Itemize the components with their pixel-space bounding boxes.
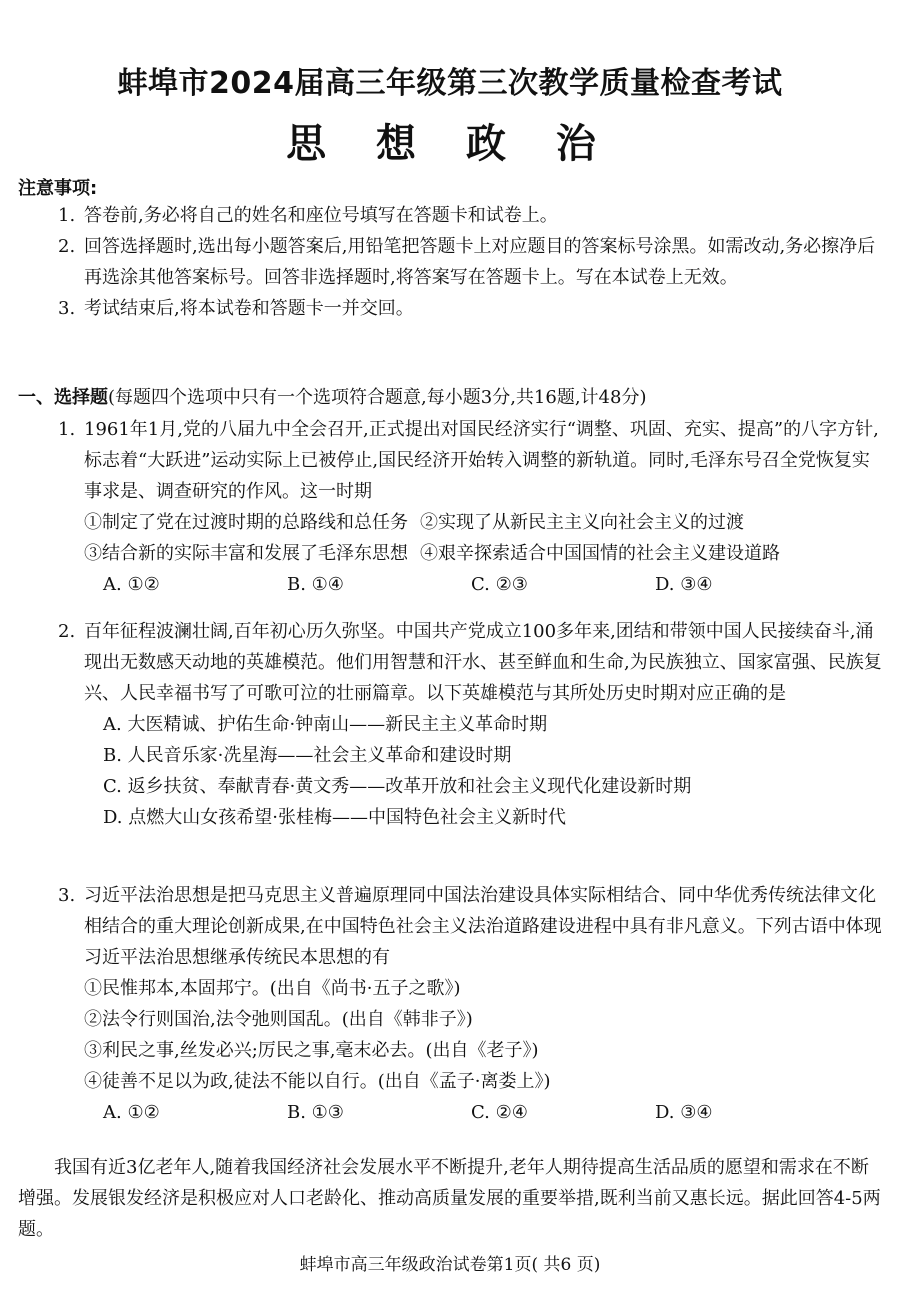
notice-list [58,200,884,324]
question-number: 3. [58,885,76,906]
question-stem-row [58,414,884,507]
statement: ③利民之事,丝发必兴;厉民之事,毫末必去。(出自《老子》) [84,1040,539,1061]
statement-row [58,538,884,569]
notice-item-text: 考试结束后,将本试卷和答题卡一并交回。 [84,298,414,319]
statement: ②实现了从新民主主义向社会主义的过渡 [420,512,744,533]
question-stem-row [58,880,884,973]
section-heading [18,382,646,413]
section-label: 一、选择题 [18,387,108,408]
statement: ①民惟邦本,本固邦宁。(出自《尚书·五子之歌》) [84,978,461,999]
choice-d[interactable]: D. 点燃大山女孩希望·张桂梅——中国特色社会主义新时代 [103,807,566,828]
question-3 [58,880,884,1128]
answer-choices [58,569,884,600]
question-1 [58,414,884,600]
question-stem: 百年征程波澜壮阔,百年初心历久弥坚。中国共产党成立100多年来,团结和带领中国人民接续奋斗,涌现出无数感天动地的英雄模范。他们用智慧和汗水、甚至鲜血和生命,为民族独立、国家富强、民族复兴、人民幸福书写了可歌可泣的壮丽篇章。以下英雄模范与其所处历史时期对应正确的是 [84,621,882,704]
choice-d[interactable]: D. ③④ [655,574,713,595]
choice-a[interactable]: A. ①② [103,1102,160,1123]
notice-item-text: 回答选择题时,选出每小题答案后,用铅笔把答题卡上对应题目的答案标号涂黑。如需改动,务必擦净后再选涂其他答案标号。回答非选择题时,将答案写在答题卡上。写在本试卷上无效。 [84,236,876,288]
notice-item [58,293,884,324]
question-number: 2. [58,621,76,642]
statement-row [58,507,884,538]
statement: ②法令行则国治,法令弛则国乱。(出自《韩非子》) [84,1009,473,1030]
choice-b[interactable]: B. ①④ [287,574,344,595]
question-stem-row [58,616,884,709]
notice-item-number: 2. [58,236,76,257]
section-description: (每题四个选项中只有一个选项符合题意,每小题3分,共16题,计48分) [108,387,647,408]
choice-d[interactable]: D. ③④ [655,1102,713,1123]
notice-item-number: 3. [58,298,76,319]
choice-c[interactable]: C. ②④ [471,1102,528,1123]
statement: ④艰辛探索适合中国国情的社会主义建设道路 [420,543,780,564]
statement: ④徒善不足以为政,徒法不能以自行。(出自《孟子·离娄上》) [84,1071,551,1092]
notice-item [58,231,884,293]
question-stem: 习近平法治思想是把马克思主义普遍原理同中国法治建设具体实际相结合、同中华优秀传统法律文化相结合的重大理论创新成果,在中国特色社会主义法治道路建设进程中具有非凡意义。下列古语中体现习近平法治思想继承传统民本思想的有 [84,885,882,968]
choice-b[interactable]: B. 人民音乐家·冼星海——社会主义革命和建设时期 [103,745,512,766]
choice-b[interactable]: B. ①③ [287,1102,344,1123]
notice-heading: 注意事项: [18,178,98,199]
notice-item [58,200,884,231]
statement: ③结合新的实际丰富和发展了毛泽东思想 [84,543,408,564]
exam-title: 蚌埠市2024届高三年级第三次教学质量检查考试 [117,66,783,101]
exam-subject: 思 想 政 治 [286,121,614,167]
notice-item-number: 1. [58,205,76,226]
question-number: 1. [58,419,76,440]
answer-choices [58,1097,884,1128]
choice-a[interactable]: A. 大医精诚、护佑生命·钟南山——新民主主义革命时期 [103,714,548,735]
reading-passage: 我国有近3亿老年人,随着我国经济社会发展水平不断提升,老年人期待提高生活品质的愿望和需求在不断增强。发展银发经济是积极应对人口老龄化、推动高质量发展的重要举措,既利当前又惠长远。据此回答4-5两题。 [18,1157,881,1240]
statement: ①制定了党在过渡时期的总路线和总任务 [84,512,408,533]
choice-c[interactable]: C. 返乡扶贫、奉献青春·黄文秀——改革开放和社会主义现代化建设新时期 [103,776,692,797]
choice-a[interactable]: A. ①② [103,574,160,595]
question-stem: 1961年1月,党的八届九中全会召开,正式提出对国民经济实行“调整、巩固、充实、提高”的八字方针,标志着“大跃进”运动实际上已被停止,国民经济开始转入调整的新轨道。同时,毛泽东号召全党恢复实事求是、调查研究的作风。这一时期 [84,419,879,502]
notice-item-text: 答卷前,务必将自己的姓名和座位号填写在答题卡和试卷上。 [84,205,558,226]
page-footer: 蚌埠市高三年级政治试卷第1页( 共6 页) [299,1255,601,1275]
choice-c[interactable]: C. ②③ [471,574,528,595]
question-2 [58,616,884,833]
